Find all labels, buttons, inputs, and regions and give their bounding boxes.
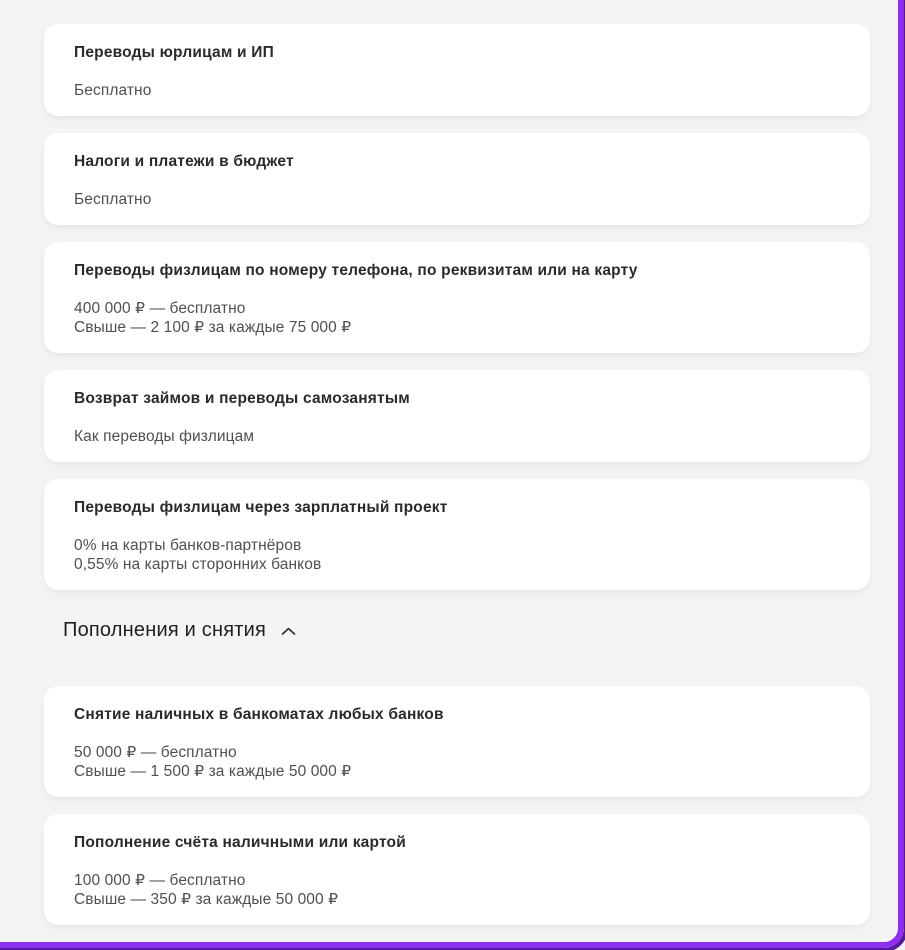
tariff-title: Снятие наличных в банкоматах любых банков bbox=[74, 706, 444, 723]
tariff-detail-line: 0,55% на карты сторонних банков bbox=[74, 556, 322, 573]
tariff-card-salary-project bbox=[44, 479, 870, 590]
chevron-up-icon bbox=[281, 623, 296, 641]
tariff-detail-line: Бесплатно bbox=[74, 191, 152, 208]
section-toggle-deposits-withdrawals[interactable] bbox=[63, 618, 870, 642]
tariff-detail-line: Бесплатно bbox=[74, 82, 152, 99]
tariff-detail-line: Свыше — 2 100 ₽ за каждые 75 000 ₽ bbox=[74, 319, 352, 336]
tariff-detail-line: 400 000 ₽ — бесплатно bbox=[74, 300, 246, 317]
tariff-detail-lines bbox=[74, 536, 840, 574]
tariff-title: Возврат займов и переводы самозанятым bbox=[74, 390, 410, 407]
tariff-detail-lines bbox=[74, 299, 840, 337]
tariff-title: Переводы юрлицам и ИП bbox=[74, 44, 274, 61]
tariff-detail-line: Как переводы физлицам bbox=[74, 428, 255, 445]
tariff-card-transfers-individuals bbox=[44, 242, 870, 353]
tariff-card-account-topup bbox=[44, 814, 870, 925]
tariff-detail-line: Свыше — 350 ₽ за каждые 50 000 ₽ bbox=[74, 891, 339, 908]
section-title: Пополнения и снятия bbox=[63, 619, 267, 641]
tariff-title: Налоги и платежи в бюджет bbox=[74, 153, 294, 170]
tariff-title: Пополнение счёта наличными или картой bbox=[74, 834, 406, 851]
tariff-card-cash-withdrawal bbox=[44, 686, 870, 797]
tariff-detail-lines bbox=[74, 871, 840, 909]
tariff-list bbox=[44, 24, 870, 942]
tariff-detail-line: 100 000 ₽ — бесплатно bbox=[74, 872, 246, 889]
tariff-card-taxes-budget bbox=[44, 133, 870, 225]
tariff-card-transfers-legal bbox=[44, 24, 870, 116]
tariff-title: Переводы физлицам по номеру телефона, по реквизитам или на карту bbox=[74, 262, 638, 279]
tariff-title: Переводы физлицам через зарплатный проект bbox=[74, 499, 448, 516]
tariff-card-loan-returns bbox=[44, 370, 870, 462]
tariff-detail-line: 0% на карты банков-партнёров bbox=[74, 537, 302, 554]
tariff-detail-lines bbox=[74, 743, 840, 781]
tariff-detail-line: Свыше — 1 500 ₽ за каждые 50 000 ₽ bbox=[74, 763, 352, 780]
tariff-detail-line: 50 000 ₽ — бесплатно bbox=[74, 744, 237, 761]
